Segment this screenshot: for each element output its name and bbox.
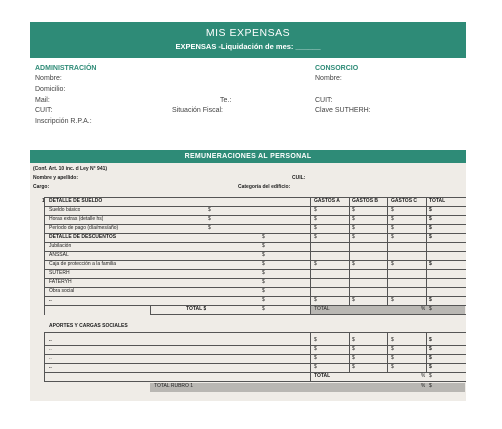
gastos-b-value: $ <box>352 337 355 343</box>
admin-mail: Mail: <box>35 97 50 104</box>
grid-line <box>44 215 466 216</box>
currency-sign: $ <box>262 270 265 276</box>
grid-line <box>310 197 311 315</box>
currency-sign: $ <box>262 279 265 285</box>
grid-line <box>44 381 466 382</box>
percent-sign: % <box>421 306 426 312</box>
gastos-c-value: $ <box>391 225 394 231</box>
grid-line <box>44 197 466 198</box>
descuento-row-label: FATERYH <box>49 279 72 285</box>
grid-line <box>44 233 466 234</box>
aportes-header: APORTES Y CARGAS SOCIALES <box>49 323 128 329</box>
descuento-row-label: SUTERH <box>49 270 70 276</box>
currency-sign: $ <box>262 261 265 267</box>
gastos-a-value: $ <box>314 225 317 231</box>
grid-line <box>44 332 466 333</box>
total-value: $ <box>429 297 432 303</box>
gastos-a-value: $ <box>314 364 317 370</box>
col-gastos-c: GASTOS C <box>391 198 418 204</box>
currency-sign: $ <box>262 234 265 240</box>
total-right-label: TOTAL <box>314 306 330 312</box>
admin-tel: Te.: <box>220 97 232 104</box>
gastos-a-value: $ <box>314 297 317 303</box>
grid-line <box>44 305 466 306</box>
aportes-row-label: .. <box>49 337 52 343</box>
gastos-b-value: $ <box>352 225 355 231</box>
grid-line <box>150 305 151 315</box>
currency-sign: $ <box>262 252 265 258</box>
total-rubro-shade <box>150 383 465 392</box>
gastos-b-value: $ <box>352 261 355 267</box>
gastos-a-value: $ <box>314 261 317 267</box>
descuento-row-label: Obra social <box>49 288 75 294</box>
grid-line <box>44 206 466 207</box>
total-value: $ <box>429 355 432 361</box>
consorcio-cuit: CUIT: <box>315 97 333 104</box>
grid-line <box>426 332 427 372</box>
gastos-b-value: $ <box>352 234 355 240</box>
aportes-row-label: .. <box>49 355 52 361</box>
admin-domicilio: Domicilio: <box>35 86 66 93</box>
conf-text: (Conf. Art. 10 inc. d Ley N° 941) <box>33 166 108 172</box>
currency-sign: $ <box>262 288 265 294</box>
percent-sign: % <box>421 383 426 389</box>
total-value: $ <box>429 346 432 352</box>
aportes-total-label: TOTAL <box>314 373 331 379</box>
total-value: $ <box>429 225 432 231</box>
remuneraciones-table <box>30 163 466 401</box>
gastos-c-value: $ <box>391 346 394 352</box>
gastos-c-value: $ <box>391 216 394 222</box>
info-section <box>30 58 466 150</box>
detalle-sueldo-header: DETALLE DE SUELDO <box>49 198 103 204</box>
grid-line <box>44 260 466 261</box>
consorcio-nombre: Nombre: <box>315 75 342 82</box>
grid-line <box>44 224 466 225</box>
categoria-label: Categoría del edificio: <box>238 184 291 190</box>
total-currency: $ <box>429 306 432 312</box>
page-header <box>30 22 466 58</box>
gastos-c-value: $ <box>391 337 394 343</box>
grid-line <box>349 197 350 306</box>
currency-sign: $ <box>262 297 265 303</box>
grid-line <box>44 345 466 346</box>
sueldo-row-label: Período de pago (día/mes/año) <box>49 225 119 231</box>
page-subtitle: EXPENSAS -Liquidación de mes: ______ <box>175 42 321 51</box>
cuil-label: CUIL: <box>292 175 306 181</box>
total-value: $ <box>429 207 432 213</box>
gastos-c-value: $ <box>391 355 394 361</box>
total-label: TOTAL $ <box>186 306 207 312</box>
col-gastos-b: GASTOS B <box>352 198 379 204</box>
gastos-c-value: $ <box>391 364 394 370</box>
aportes-row-label: .. <box>49 346 52 352</box>
gastos-c-value: $ <box>391 234 394 240</box>
total-currency: $ <box>262 306 265 312</box>
grid-line <box>44 287 466 288</box>
page-title: MIS EXPENSAS <box>205 27 291 39</box>
total-value: $ <box>429 234 432 240</box>
grid-line <box>44 354 466 355</box>
grid-line <box>349 332 350 372</box>
total-currency: $ <box>429 373 432 379</box>
total-currency: $ <box>429 383 432 389</box>
grid-line <box>387 197 388 306</box>
gastos-b-value: $ <box>352 207 355 213</box>
grid-line <box>387 332 388 372</box>
gastos-a-value: $ <box>314 234 317 240</box>
total-rubro-label: TOTAL RUBRO 1 <box>154 383 194 389</box>
grid-line <box>150 314 466 315</box>
sueldo-row-label: Horas extras (detalle hs) <box>49 216 104 222</box>
gastos-c-value: $ <box>391 297 394 303</box>
total-value: $ <box>429 261 432 267</box>
expensas-page <box>30 22 466 409</box>
consorcio-heading: CONSORCIO <box>315 65 359 72</box>
descuento-row-label: Jubilación <box>49 243 72 249</box>
descuento-row-label: .. <box>49 297 52 303</box>
currency-sign: $ <box>208 225 211 231</box>
gastos-c-value: $ <box>391 261 394 267</box>
grid-line <box>44 372 466 373</box>
gastos-c-value: $ <box>391 207 394 213</box>
detalle-descuentos-header: DETALLE DE DESCUENTOS <box>49 234 117 240</box>
grid-line <box>44 269 466 270</box>
admin-inscripcion: Inscripción R.P.A.: <box>35 118 92 125</box>
gastos-b-value: $ <box>352 346 355 352</box>
grid-line <box>44 332 45 382</box>
col-total: TOTAL <box>429 198 446 204</box>
total-value: $ <box>429 337 432 343</box>
gastos-b-value: $ <box>352 355 355 361</box>
gastos-b-value: $ <box>352 364 355 370</box>
gastos-b-value: $ <box>352 297 355 303</box>
consorcio-clave: Clave SUTHERH: <box>315 107 371 114</box>
sueldo-row-label: Sueldo básico <box>49 207 81 213</box>
grid-line <box>426 197 427 306</box>
grid-line <box>44 278 466 279</box>
grid-line <box>44 197 45 315</box>
gastos-a-value: $ <box>314 216 317 222</box>
descuento-row-label: Caja de protección a la familia <box>49 261 116 267</box>
gastos-a-value: $ <box>314 337 317 343</box>
currency-sign: $ <box>208 216 211 222</box>
total-value: $ <box>429 216 432 222</box>
percent-sign: % <box>421 373 426 379</box>
total-value: $ <box>429 364 432 370</box>
remuneraciones-title: REMUNERACIONES AL PERSONAL <box>30 150 466 163</box>
gastos-a-value: $ <box>314 207 317 213</box>
aportes-row-label: .. <box>49 364 52 370</box>
grid-line <box>44 296 466 297</box>
row-index: 1 <box>42 198 45 204</box>
gastos-a-value: $ <box>314 346 317 352</box>
grid-line <box>44 363 466 364</box>
cargo-label: Cargo: <box>33 184 50 190</box>
admin-cuit: CUIT: <box>35 107 53 114</box>
currency-sign: $ <box>208 207 211 213</box>
descuento-row-label: ANSSAL <box>49 252 69 258</box>
nombre-label: Nombre y apellido: <box>33 175 79 181</box>
admin-heading: ADMINISTRACIÓN <box>35 65 97 72</box>
admin-situacion: Situación Fiscal: <box>172 107 223 114</box>
grid-line <box>310 332 311 382</box>
grid-line <box>44 242 466 243</box>
col-gastos-a: GASTOS A <box>314 198 340 204</box>
grid-line <box>44 251 466 252</box>
admin-nombre: Nombre: <box>35 75 62 82</box>
gastos-a-value: $ <box>314 355 317 361</box>
currency-sign: $ <box>262 243 265 249</box>
gastos-b-value: $ <box>352 216 355 222</box>
